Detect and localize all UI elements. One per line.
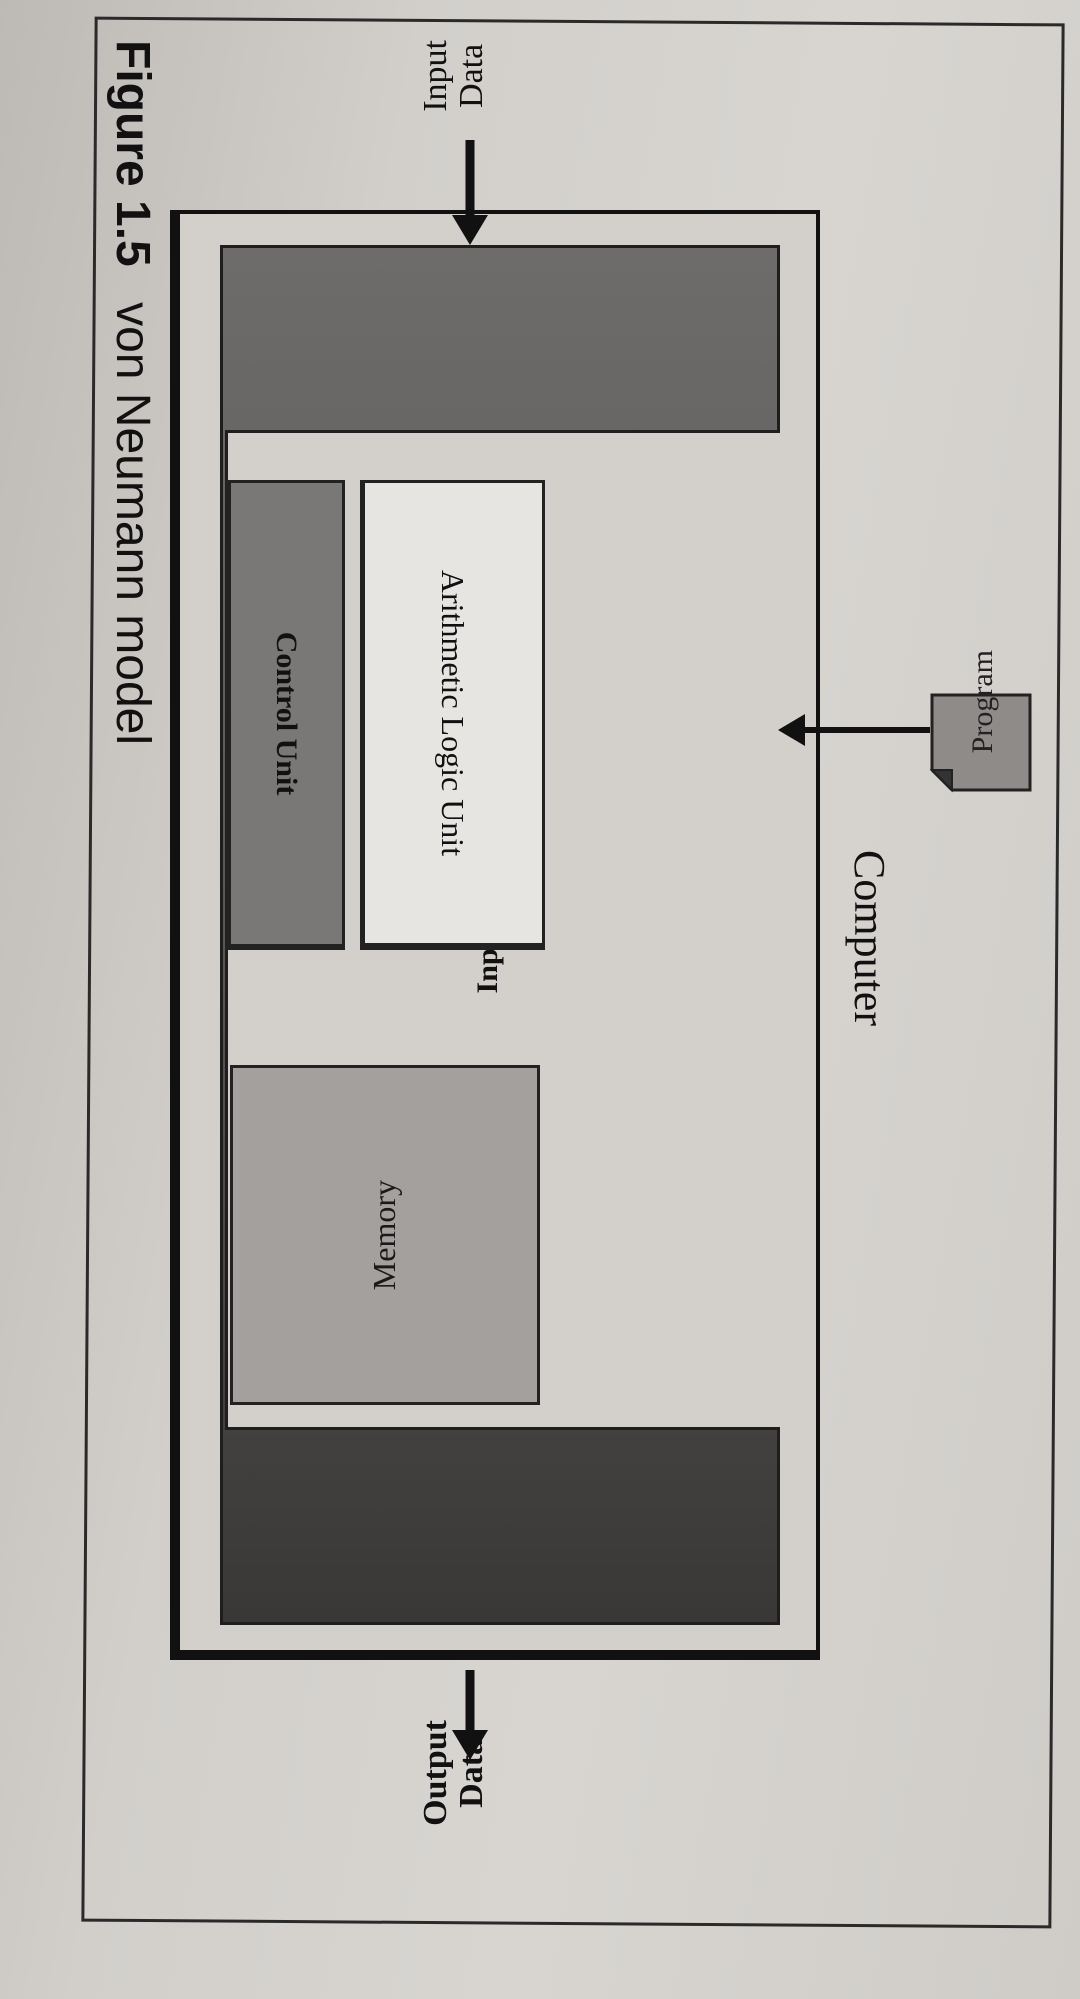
program-arrowhead xyxy=(778,714,805,746)
input-data-label: Input Data xyxy=(417,40,490,112)
caption-number: Figure 1.5 xyxy=(106,40,159,267)
input-arrowhead xyxy=(452,215,488,245)
alu-label: Arithmetic Logic Unit xyxy=(435,569,472,857)
diagram-arrows xyxy=(100,30,1060,1910)
caption-text: von Neumann model xyxy=(106,302,159,745)
von-neumann-figure xyxy=(100,30,1060,1910)
control-unit-label: Control Unit xyxy=(270,631,304,796)
memory-label: Memory xyxy=(366,1179,403,1291)
output-data-label: Output Data xyxy=(417,1720,490,1826)
computer-title: Computer xyxy=(845,850,894,1026)
program-label: Program xyxy=(966,650,999,754)
figure-caption xyxy=(105,40,160,745)
